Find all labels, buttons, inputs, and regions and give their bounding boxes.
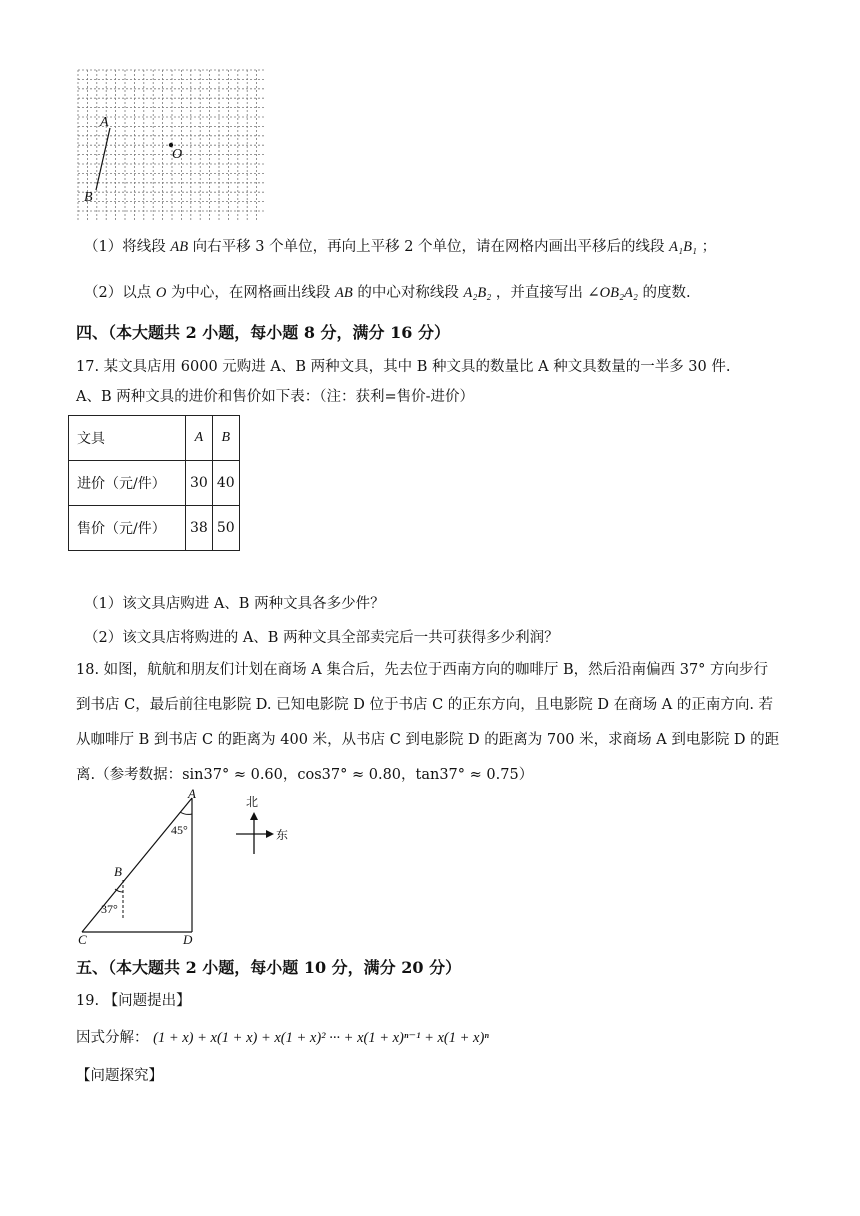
q16-part2 bbox=[84, 283, 691, 303]
table-cell: 38 bbox=[186, 506, 213, 551]
q19-line1: 19. 【问题提出】 bbox=[76, 993, 191, 1009]
q16-part2-o: O bbox=[155, 285, 167, 301]
section4-title: 四、（本大题共 2 小题，每小题 8 分，满分 16 分） bbox=[76, 323, 450, 342]
q16-part2-mid2: 的中心对称线段 bbox=[357, 285, 459, 301]
q16-part2-ab: AB bbox=[335, 285, 353, 301]
table-row bbox=[69, 461, 240, 506]
table-cell: 售价（元/件） bbox=[69, 506, 186, 551]
compass-east-arrow-icon bbox=[266, 830, 274, 838]
compass-north-arrow-icon bbox=[250, 812, 258, 820]
q18-line3: 从咖啡厅 B 到书店 C 的距离为 400 米，从书店 C 到电影院 D 的距离为 700 米，求商场 A 到电影院 D 的距 bbox=[76, 732, 780, 748]
q16-part2-angle: ∠OB₂A₂ bbox=[587, 285, 638, 301]
q16-part1-a1b1: A₁B₁ bbox=[669, 239, 697, 255]
label-b: B bbox=[114, 864, 122, 879]
q18-line4: 离.（参考数据：sin37° ≈ 0.60，cos37° ≈ 0.80，tan37° ≈ 0.75） bbox=[76, 767, 534, 783]
angle-arc-a bbox=[180, 812, 192, 814]
q19-factor bbox=[76, 1028, 489, 1048]
compass-east-label: 东 bbox=[276, 828, 289, 842]
section5-title: 五、（本大题共 2 小题，每小题 10 分，满分 20 分） bbox=[76, 958, 462, 977]
table-cell: 50 bbox=[212, 506, 239, 551]
q18-line1: 18. 如图，航航和朋友们计划在商场 A 集合后，先去位于西南方向的咖啡厅 B，然后沿南偏西 37° 方向步行 bbox=[76, 662, 769, 678]
grid-figure bbox=[76, 68, 264, 220]
q16-part2-mid3: ，并直接写出 bbox=[495, 285, 583, 301]
q16-part1-prefix: （1）将线段 bbox=[84, 239, 166, 255]
label-a: A bbox=[188, 788, 196, 801]
label-angle-45: 45° bbox=[171, 823, 188, 837]
table-cell: 进价（元/件） bbox=[69, 461, 186, 506]
label-d: D bbox=[183, 932, 193, 947]
table-header-cell: 文具 bbox=[69, 416, 186, 461]
q16-part2-prefix: （2）以点 bbox=[84, 285, 152, 301]
q19-expression: (1 + x) + x(1 + x) + x(1 + x)² ··· + x(1 + x)ⁿ⁻¹ + x(1 + x)ⁿ bbox=[153, 1030, 489, 1046]
label-c: C bbox=[78, 932, 87, 947]
table-cell: 40 bbox=[212, 461, 239, 506]
q16-part1-end: ； bbox=[701, 239, 717, 255]
q17-line2: A、B 两种文具的进价和售价如下表：（注：获利=售价-进价） bbox=[76, 389, 475, 405]
q17-part2: （2）该文具店将购进的 A、B 两种文具全部卖完后一共可获得多少利润？ bbox=[84, 630, 559, 646]
compass-north-label: 北 bbox=[246, 795, 259, 809]
grid-label-b: B bbox=[84, 190, 93, 205]
segment-ac bbox=[82, 798, 192, 932]
grid-label-a: A bbox=[100, 115, 109, 130]
table-cell: 30 bbox=[186, 461, 213, 506]
grid-label-o: O bbox=[172, 147, 183, 162]
angle-arc-b bbox=[115, 889, 123, 892]
q16-part2-end: 的度数. bbox=[642, 285, 691, 301]
table-header-row bbox=[69, 416, 240, 461]
q16-part1-ab: AB bbox=[170, 239, 189, 255]
table-header-cell: B bbox=[212, 416, 239, 461]
q17-part1: （1）该文具店购进 A、B 两种文具各多少件？ bbox=[84, 596, 385, 612]
q16-part1-mid: 向右平移 3 个单位，再向上平移 2 个单位，请在网格内画出平移后的线段 bbox=[192, 239, 665, 255]
q16-part1 bbox=[84, 237, 716, 257]
q16-part2-a2b2: A₂B₂ bbox=[463, 285, 492, 301]
table-header-cell: A bbox=[186, 416, 213, 461]
q19-explore: 【问题探究】 bbox=[76, 1068, 163, 1084]
table-row bbox=[69, 506, 240, 551]
q18-line2: 到书店 C，最后前往电影院 D. 已知电影院 D 位于书店 C 的正东方向，且电影院 D 在商场 A 的正南方向. 若 bbox=[76, 697, 774, 713]
segment-ab bbox=[96, 128, 110, 190]
label-angle-37: 37° bbox=[101, 902, 118, 916]
q17-line1: 17. 某文具店用 6000 元购进 A、B 两种文具，其中 B 种文具的数量比 A 种文具数量的一半多 30 件. bbox=[76, 359, 731, 375]
q19-factor-label: 因式分解： bbox=[76, 1030, 149, 1046]
q16-part2-mid1: 为中心，在网格画出线段 bbox=[170, 285, 331, 301]
price-table bbox=[68, 415, 240, 551]
triangle-figure bbox=[70, 788, 310, 948]
